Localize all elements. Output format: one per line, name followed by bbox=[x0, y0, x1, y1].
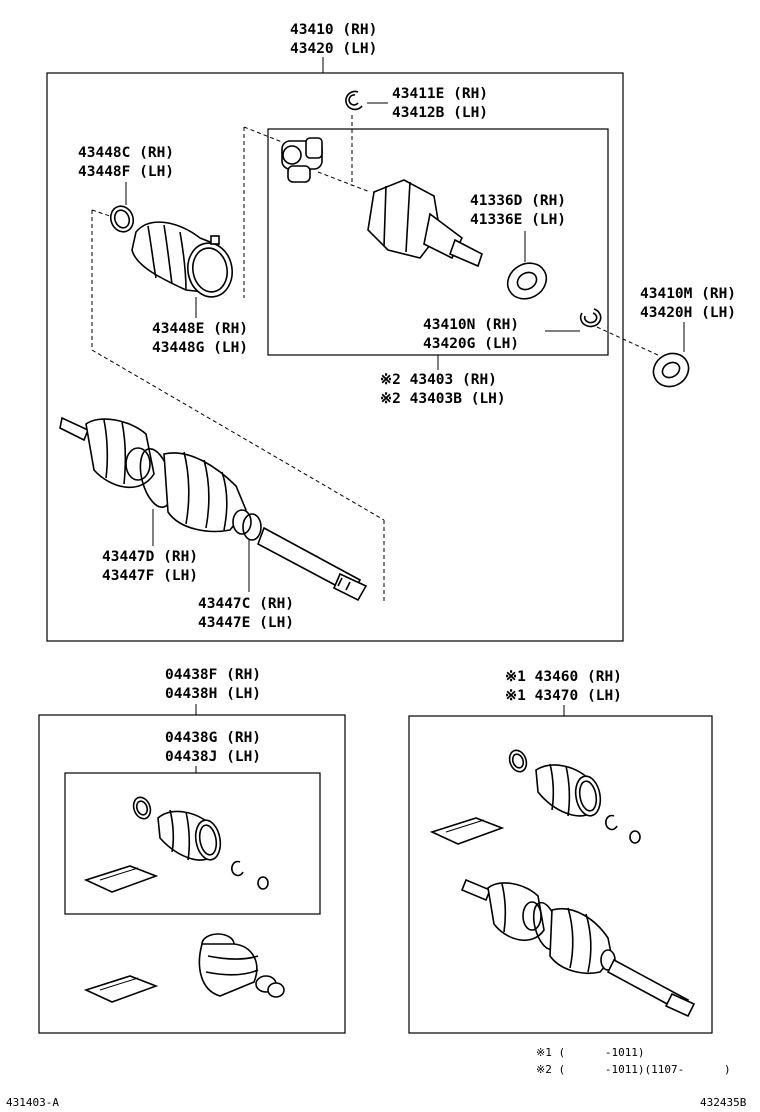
footer-left-code: 431403-A bbox=[6, 1096, 59, 1109]
label-assembly-lh: 43420 (LH) bbox=[290, 41, 378, 57]
label-seal-rh: 41336D (RH) bbox=[470, 193, 567, 209]
dash-tripod-3 bbox=[318, 172, 370, 192]
label-snap-ring-lh: 43420G (LH) bbox=[423, 336, 520, 352]
label-kit-a-lh: 04438H (LH) bbox=[165, 686, 262, 702]
label-seal-lh: 41336E (LH) bbox=[470, 212, 567, 228]
label-kit-a-rh: 04438F (RH) bbox=[165, 667, 262, 683]
label-kit-b-lh: 04438J (LH) bbox=[165, 749, 262, 765]
footer-right-code: 432435B bbox=[700, 1096, 747, 1109]
label-dust-seal-lh: 43420H (LH) bbox=[640, 305, 737, 321]
inboard-housing-part bbox=[368, 180, 482, 266]
label-boot-clamp-rh: 43448C (RH) bbox=[78, 145, 175, 161]
label-inboard-joint-lh: ※2 43403B (LH) bbox=[380, 391, 506, 407]
clip-part bbox=[346, 91, 362, 109]
label-clip-lh: 43412B (LH) bbox=[392, 105, 489, 121]
inner-band-part bbox=[211, 236, 219, 244]
kit-a-parts bbox=[86, 934, 284, 1002]
label-kit-c-lh: ※1 43470 (LH) bbox=[505, 688, 622, 704]
dash-boot-1 bbox=[92, 210, 110, 216]
label-boot-clamp-lh: 43448F (LH) bbox=[78, 164, 175, 180]
note-2: ※2 ( -1011)(1107- ) bbox=[536, 1063, 731, 1076]
label-clip-rh: 43411E (RH) bbox=[392, 86, 489, 102]
label-inboard-joint-rh: ※2 43403 (RH) bbox=[380, 372, 497, 388]
tripod-part bbox=[282, 138, 322, 182]
seal-part bbox=[501, 256, 553, 305]
label-kit-c-rh: ※1 43460 (RH) bbox=[505, 669, 622, 685]
kit-b-parts bbox=[86, 795, 268, 892]
label-inner-band-lh: 43448G (LH) bbox=[152, 340, 249, 356]
kit-c-frame bbox=[409, 716, 712, 1033]
snap-ring-part bbox=[581, 309, 601, 326]
kit-c-parts bbox=[432, 748, 694, 1016]
inner-boot-part bbox=[132, 222, 236, 300]
note-1: ※1 ( -1011) bbox=[536, 1046, 645, 1059]
label-inner-band-rh: 43448E (RH) bbox=[152, 321, 249, 337]
label-snap-ring-rh: 43410N (RH) bbox=[423, 317, 520, 333]
label-dust-seal-rh: 43410M (RH) bbox=[640, 286, 737, 302]
label-outer-band-rh: 43447C (RH) bbox=[198, 596, 295, 612]
boot-clamp-part bbox=[107, 203, 137, 235]
label-outer-band-lh: 43447E (LH) bbox=[198, 615, 295, 631]
label-assembly-rh: 43410 (RH) bbox=[290, 22, 378, 38]
label-kit-b-rh: 04438G (RH) bbox=[165, 730, 262, 746]
label-outer-clamp-rh: 43447D (RH) bbox=[102, 549, 199, 565]
dash-dust-seal bbox=[597, 327, 660, 356]
label-outer-clamp-lh: 43447F (LH) bbox=[102, 568, 199, 584]
